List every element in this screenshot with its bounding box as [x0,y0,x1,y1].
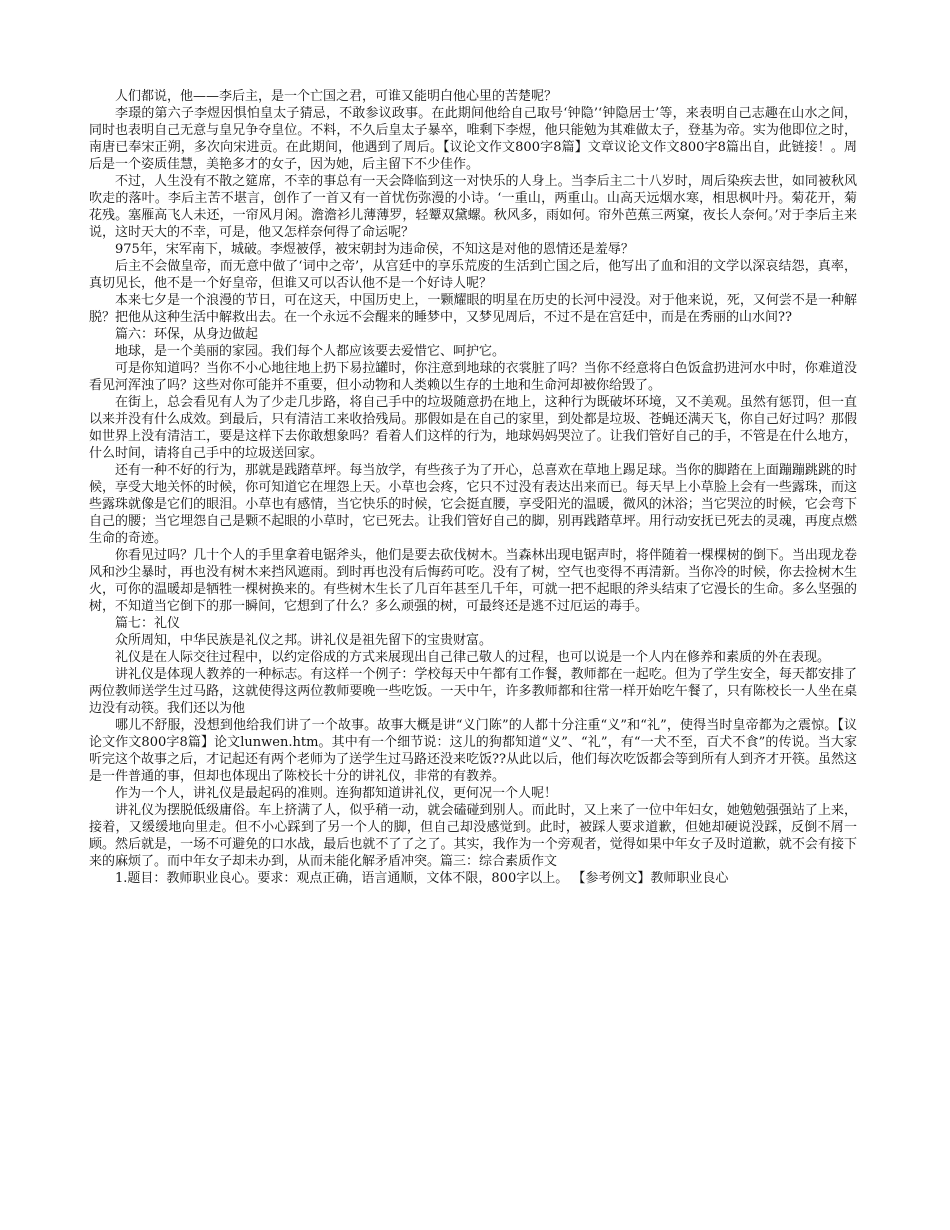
paragraph: 人们都说，他——李后主，是一个亡国之君，可谁又能明白他心里的苦楚呢？ [115,89,558,104]
paragraph: 1.题目：教师职业良心。要求：观点正确，语言通顺，文体不限，800字以上。 【参考例文】教师职业良心 [115,871,729,886]
paragraph: 礼仪是在人际交往过程中，以约定俗成的方式来展现出自己律己敬人的过程，也可以说是一个人内在修养和素质的外在表现。 [115,650,831,665]
paragraph: 在街上，总会看见有人为了少走几步路，将自己手中的垃圾随意扔在地上，这种行为既破坏环境，又不美观。虽然有惩罚，但一直以来并没有什么成效。到最后，只有清洁工来收拾残局。那假如是在自己的家里，到处都是垃圾、苍蝇还满天飞，你自己好过吗？那假如世界上没有清洁工，要是这样下去你敢想象吗？看着人们这样的行为，地球妈妈哭泣了。让我们管好自己的手，不管是在什么地方，什么时间，请将自己手中的垃圾送回家。 [89,395,857,461]
document-body [89,88,857,887]
section-heading: 篇七：礼仪 [115,616,181,631]
paragraph: 李璟的第六子李煜因惧怕皇太子猜忌，不敢参议政事。在此期间他给自己取号‘钟隐’‘钟隐居士’等，来表明自己志趣在山水之间，同时也表明自己无意与皇兄争夺皇位。不料，不久后皇太子暴卒，唯剩下李煜，他只能勉为其难做太子，登基为帝。实为他即位之时，南唐已奉宋正朔，多次向宋进贡。在此期间，他遇到了周后。【议论文作文800字8篇】文章议论文作文800字8篇出自，此链接！。周后是一个姿质佳慧，美艳多才的女子，因为她，后主留下不少佳作。 [89,106,857,172]
paragraph: 讲礼仪为摆脱低级庸俗。车上挤满了人，似乎稍一动，就会磕碰到别人。而此时，又上来了一位中年妇女，她勉勉强强站了上来，接着，又缓缓地向里走。但不小心踩到了另一个人的脚，但自己却没感觉到。此时，被踩人要求道歉，但她却硬说没踩，反倒不屑一顾。然后就是，一场不可避免的口水战，最后也就不了了之了。其实，我作为一个旁观者，觉得如果中年女子及时道歉，就不会有接下来的麻烦了。而中年女子却未办到，从而未能化解矛盾冲突。篇三：综合素质作文 [89,803,857,869]
section-heading: 篇六：环保，从身边做起 [115,327,259,342]
paragraph: 后主不会做皇帝，而无意中做了‘词中之帝’，从宫廷中的享乐荒废的生活到亡国之后，他写出了血和泪的文学以深哀结怨，真率，真切见长，他不是一个好皇帝，但谁又可以否认他不是一个好诗人呢？ [89,259,857,291]
paragraph: 哪儿不舒服，没想到他给我们讲了一个故事。故事大概是讲“义门陈”的人都十分注重“义”和“礼”，使得当时皇帝都为之震惊。【议论文作文800字8篇】论文lunwen.htm。其中有一个细节说：这儿的狗都知道“义”、“礼”，有“一犬不至，百犬不食”的传说。当大家听完这个故事之后，才记起还有两个老师为了送学生过马路还没来吃饭??从此以后，他们每次吃饭都会等到所有人到齐才开筷。虽然这是一件普通的事，但却也体现出了陈校长十分的讲礼仪，非常的有教养。 [89,718,857,784]
paragraph: 本来七夕是一个浪漫的节日，可在这天，中国历史上，一颗耀眼的明星在历史的长河中浸没。对于他来说，死，又何尝不是一种解脱？把他从这种生活中解救出去。在一个永远不会醒来的睡梦中，又梦见周后，不过不是在宫廷中，而是在秀丽的山水间?? [89,293,857,325]
paragraph: 作为一个人，讲礼仪是最起码的准则。连狗都知道讲礼仪，更何况一个人呢！ [115,786,558,801]
paragraph: 还有一种不好的行为，那就是践踏草坪。每当放学，有些孩子为了开心，总喜欢在草地上踢足球。当你的脚踏在上面蹦蹦跳跳的时候，享受大地关怀的时候，你可知道它在埋怨上天。小草也会疼，它只不过没有表达出来而已。每天早上小草脸上会有一些露珠，而这些露珠就像是它们的眼泪。小草也有感情，当它快乐的时候，它会挺直腰，享受阳光的温暖，微风的沐浴；当它哭泣的时候，它会弯下自己的腰；当它埋怨自己是颗不起眼的小草时，它已死去。让我们管好自己的脚，别再践踏草坪。用行动安抚已死去的灵魂，再度点燃生命的奇迹。 [89,463,857,546]
paragraph: 你看见过吗？几十个人的手里拿着电锯斧头，他们是要去砍伐树木。当森林出现电锯声时，将伴随着一棵棵树的倒下。当出现龙卷风和沙尘暴时，再也没有树木来挡风遮雨。到时再也没有后悔药可吃。没有了树，空气也变得不再清新。当你冷的时候，你去捡树木生火，可你的温暖却是牺牲一棵树换来的。有些树木生长了几百年甚至几千年，可就一把不起眼的斧头结束了它漫长的生命。多么坚强的树，不知道当它倒下的那一瞬间，它想到了什么？多么顽强的树，可最终还是逃不过厄运的毒手。 [89,548,857,614]
paragraph: 讲礼仪是体现人教养的一种标志。有这样一个例子：学校每天中午都有工作餐，教师都在一起吃。但为了学生安全，每天都安排了两位教师送学生过马路，这就使得这两位教师要晚一些吃饭。一天中午，许多教师都和往常一样开始吃午餐了，只有陈校长一人坐在桌边没有动筷。我们还以为他 [89,667,857,716]
paragraph: 众所周知，中华民族是礼仪之邦。讲礼仪是祖先留下的宝贵财富。 [115,633,493,648]
paragraph: 地球，是一个美丽的家园。我们每个人都应该要去爱惜它、呵护它。 [115,344,506,359]
paragraph: 可是你知道吗？当你不小心地往地上扔下易拉罐时，你注意到地球的衣裳脏了吗？当你不经意将白色饭盒扔进河水中时，你难道没看见河浑浊了吗？这些对你可能并不重要，但小动物和人类赖以生存的土地和生命河却被你给毁了。 [89,361,857,393]
paragraph: 975年，宋军南下，城破。李煜被俘，被宋朝封为违命侯，不知这是对他的恩情还是羞辱？ [115,242,634,257]
paragraph: 不过，人生没有不散之筵席，不幸的事总有一天会降临到这一对快乐的人身上。当李后主二十八岁时，周后染疾去世，如同被秋风吹走的落叶。李后主苦不堪言，创作了一首又有一首忧伤弥漫的小诗。‘一重山，两重山。山高天远烟水寒，相思枫叶丹。菊花开，菊花残。塞雁高飞人未还，一帘风月闲。澹澹衫儿薄薄罗，轻颦双黛螺。秋风多，雨如何。帘外芭蕉三两窠，夜长人奈何。’对于李后主来说，这时天大的不幸，可是，他又怎样奈何得了命运呢？ [89,174,857,240]
